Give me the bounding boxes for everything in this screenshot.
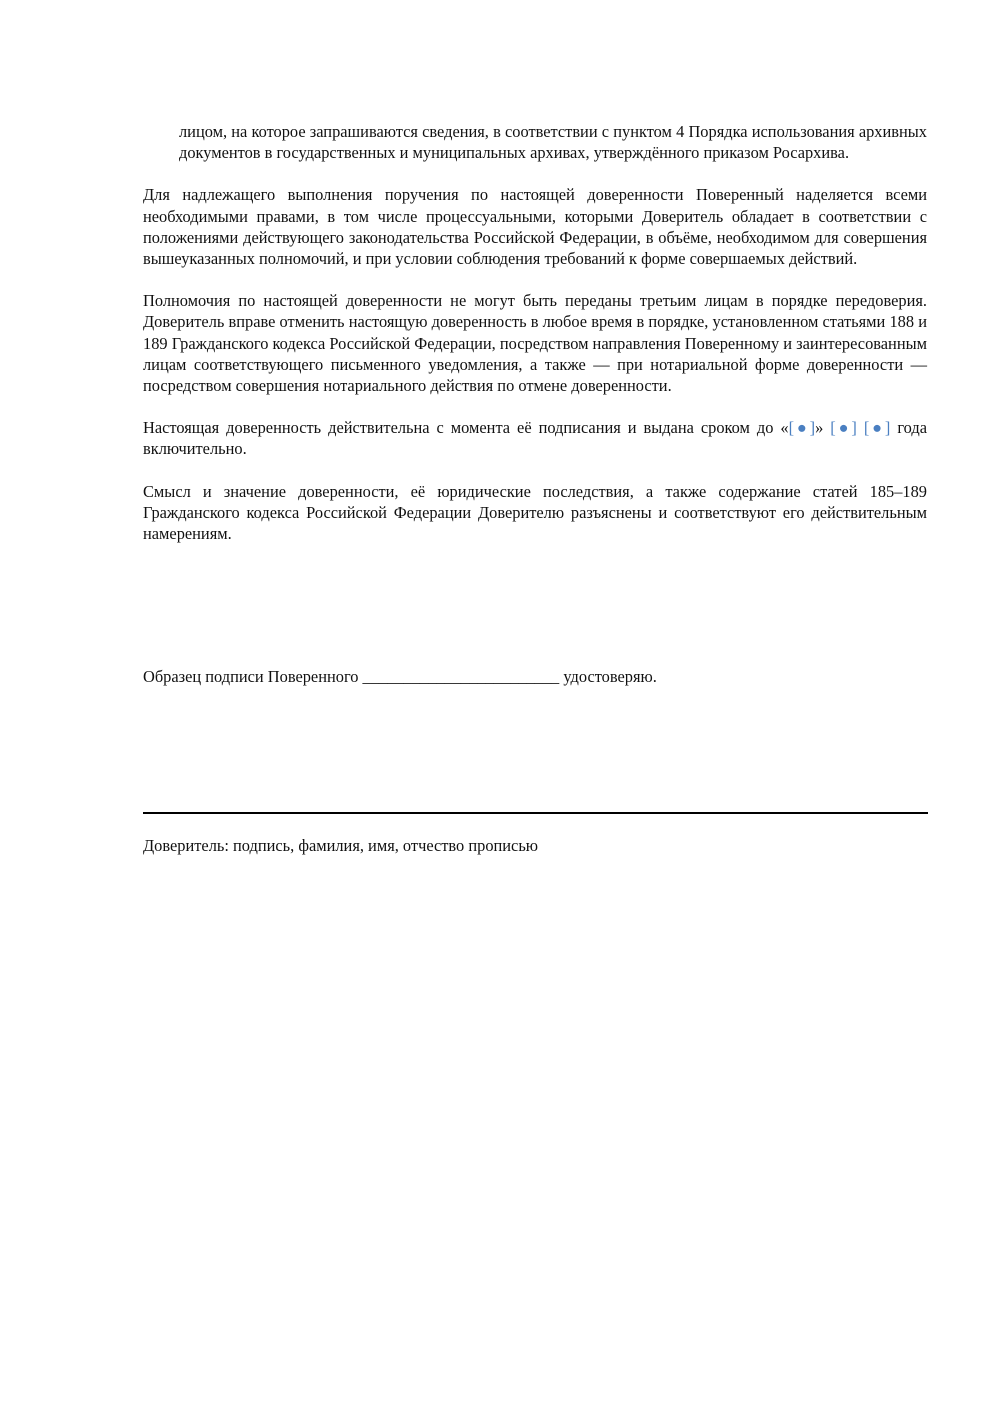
principal-signature-caption: Доверитель: подпись, фамилия, имя, отчество прописью — [143, 836, 539, 855]
placeholder-day: [●] — [788, 418, 816, 438]
paragraph-revocation: Полномочия по настоящей доверенности не могут быть переданы третьим лицам в порядке передоверия. Доверитель вправе отменить настоящую доверенность в любое время в порядке, установленном статьями 188 и 189 Гражданского кодекса Российской Федерации, посредством направления Поверенному и заинтересованным лицам соответствующего письменного уведомления, а также — при нотариальной форме доверенности — посредством совершения нотариального действия по отмене доверенности. — [143, 291, 927, 396]
paragraph-validity — [143, 417, 927, 459]
paragraph-powers: Для надлежащего выполнения поручения по настоящей доверенности Поверенный наделяется всеми необходимыми правами, в том числе процессуальными, которыми Доверитель обладает в соответствии с положениями действующего законодательства Российской Федерации, в объёме, необходимом для совершения вышеуказанных полномочий, и при условии соблюдения требований к форме совершаемых действий. — [143, 185, 927, 269]
paragraph-consequences: Смысл и значение доверенности, её юридические последствия, а также содержание статей 185–189 Гражданского кодекса Российской Федерации Доверителю разъяснены и соответствуют его действительным намерениям. — [143, 481, 927, 544]
paragraph-archive-procedure: лицом, на которое запрашиваются сведения, в соответствии с пунктом 4 Порядка использования архивных документов в государственных и муниципальных архивах, утверждённого приказом Росархива. — [179, 122, 927, 163]
document-body — [143, 121, 927, 565]
validity-text-before: Настоящая доверенность действительна с момента её подписания и выдана сроком до « — [143, 418, 789, 438]
validity-quote-close: » — [815, 418, 831, 438]
validity-text-after: года включительно. — [143, 418, 928, 459]
placeholder-year: [●] — [863, 418, 891, 438]
signature-sample-line: Образец подписи Поверенного ________________________ удостоверяю. — [143, 667, 657, 686]
validity-space — [857, 418, 864, 437]
placeholder-month: [●] — [830, 418, 857, 438]
signature-rule — [143, 812, 928, 814]
